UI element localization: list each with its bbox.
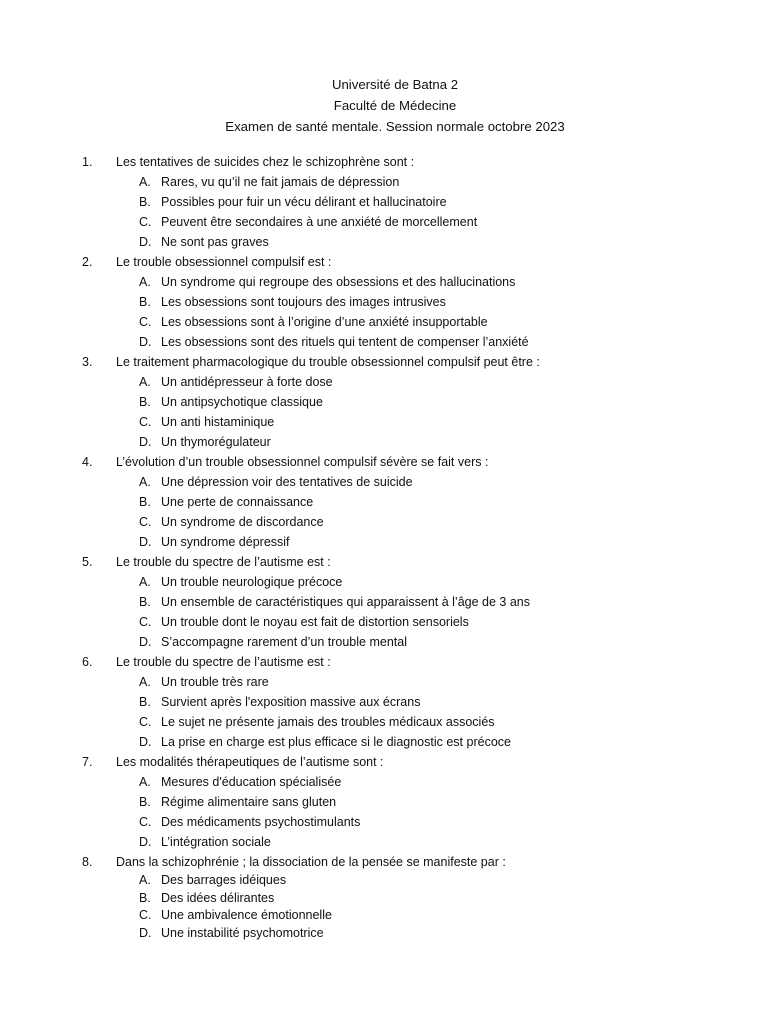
question-1 <box>0 152 768 252</box>
option-d <box>0 832 768 852</box>
option-a <box>0 672 768 692</box>
question-number: 2. <box>82 255 93 269</box>
option-d <box>0 232 768 252</box>
option-text: Un thymorégulateur <box>161 435 271 449</box>
option-c <box>0 812 768 832</box>
option-text: Mesures d'éducation spécialisée <box>161 775 342 789</box>
exam-title: Examen de santé mentale. Session normale octobre 2023 <box>225 119 565 134</box>
option-text: Un syndrome dépressif <box>161 535 290 549</box>
option-letter: B. <box>139 795 151 809</box>
option-text: S’accompagne rarement d’un trouble mental <box>161 635 407 649</box>
option-letter: A. <box>139 575 151 589</box>
option-letter: A. <box>139 675 151 689</box>
option-letter: A. <box>139 475 151 489</box>
option-c <box>0 612 768 632</box>
option-c <box>0 712 768 732</box>
question-number: 5. <box>82 555 93 569</box>
option-c <box>0 512 768 532</box>
option-text: Les obsessions sont des rituels qui tentent de compenser l’anxiété <box>161 335 529 349</box>
option-b <box>0 492 768 512</box>
option-letter: C. <box>139 215 152 229</box>
option-text: Les obsessions sont à l’origine d’une anxiété insupportable <box>161 315 488 329</box>
option-letter: B. <box>139 295 151 309</box>
option-letter: C. <box>139 415 152 429</box>
option-text: Un antipsychotique classique <box>161 395 323 409</box>
option-text: Des barrages idéiques <box>161 873 287 887</box>
option-b <box>0 392 768 412</box>
option-letter: D. <box>139 925 152 940</box>
option-b <box>0 792 768 812</box>
question-2 <box>0 252 768 352</box>
option-letter: B. <box>139 695 151 709</box>
question-3 <box>0 352 768 452</box>
option-text: Une ambivalence émotionnelle <box>161 908 332 922</box>
question-5 <box>0 552 768 652</box>
option-letter: A. <box>139 873 151 887</box>
option-letter: B. <box>139 395 151 409</box>
question-number: 1. <box>82 155 93 169</box>
option-text: Un trouble neurologique précoce <box>161 575 343 589</box>
option-letter: B. <box>139 195 151 209</box>
option-text: Une instabilité psychomotrice <box>161 925 324 940</box>
option-b <box>0 292 768 312</box>
option-text: L’intégration sociale <box>161 835 271 849</box>
option-letter: D. <box>139 535 152 549</box>
option-letter: B. <box>139 595 151 609</box>
option-text: Un syndrome de discordance <box>161 515 324 529</box>
question-text: Dans la schizophrénie ; la dissociation de la pensée se manifeste par : <box>116 855 506 869</box>
option-letter: D. <box>139 735 152 749</box>
option-letter: C. <box>139 615 152 629</box>
question-text: Le trouble du spectre de l’autisme est : <box>116 655 331 669</box>
option-text: Rares, vu qu’il ne fait jamais de dépression <box>161 175 400 189</box>
option-letter: A. <box>139 775 151 789</box>
option-letter: C. <box>139 815 152 829</box>
option-text: Une dépression voir des tentatives de suicide <box>161 475 413 489</box>
option-letter: C. <box>139 315 152 329</box>
option-letter: A. <box>139 375 151 389</box>
question-6 <box>0 652 768 752</box>
option-text: Les obsessions sont toujours des images intrusives <box>161 295 446 309</box>
option-letter: D. <box>139 235 152 249</box>
option-text: La prise en charge est plus efficace si le diagnostic est précoce <box>161 735 511 749</box>
option-d <box>0 925 768 943</box>
option-a <box>0 272 768 292</box>
option-text: Des idées délirantes <box>161 890 275 905</box>
question-list <box>0 152 768 942</box>
option-letter: C. <box>139 715 152 729</box>
university-name: Université de Batna 2 <box>331 77 459 92</box>
question-text: Les tentatives de suicides chez le schizophrène sont : <box>116 155 415 169</box>
option-b <box>0 592 768 612</box>
option-text: Survient après l'exposition massive aux écrans <box>161 695 421 709</box>
question-4 <box>0 452 768 552</box>
option-letter: D. <box>139 635 152 649</box>
option-letter: C. <box>139 908 152 922</box>
option-text: Un anti histaminique <box>161 415 275 429</box>
option-a <box>0 172 768 192</box>
question-number: 8. <box>82 855 93 869</box>
option-text: Un antidépresseur à forte dose <box>161 375 333 389</box>
question-7 <box>0 752 768 852</box>
option-text: Un ensemble de caractéristiques qui apparaissent à l’âge de 3 ans <box>161 595 530 609</box>
option-b <box>0 890 768 908</box>
option-b <box>0 692 768 712</box>
option-text: Peuvent être secondaires à une anxiété de morcellement <box>161 215 478 229</box>
option-text: Un trouble très rare <box>161 675 269 689</box>
option-d <box>0 732 768 752</box>
question-text: Les modalités thérapeutiques de l’autisme sont : <box>116 755 384 769</box>
option-letter: D. <box>139 835 152 849</box>
option-a <box>0 572 768 592</box>
option-text: Le sujet ne présente jamais des troubles médicaux associés <box>161 715 495 729</box>
option-a <box>0 472 768 492</box>
option-d <box>0 632 768 652</box>
option-a <box>0 372 768 392</box>
option-letter: B. <box>139 495 151 509</box>
option-d <box>0 432 768 452</box>
question-text: Le trouble du spectre de l’autisme est : <box>116 555 331 569</box>
option-c <box>0 907 768 925</box>
option-d <box>0 332 768 352</box>
faculty-name: Faculté de Médecine <box>333 98 457 113</box>
option-b <box>0 192 768 212</box>
option-c <box>0 212 768 232</box>
question-number: 7. <box>82 755 93 769</box>
question-text: L’évolution d’un trouble obsessionnel compulsif sévère se fait vers : <box>116 455 489 469</box>
question-number: 3. <box>82 355 93 369</box>
option-letter: D. <box>139 335 152 349</box>
option-letter: D. <box>139 435 152 449</box>
option-text: Une perte de connaissance <box>161 495 314 509</box>
option-letter: A. <box>139 175 151 189</box>
option-d <box>0 532 768 552</box>
option-letter: B. <box>139 890 151 905</box>
option-text: Un syndrome qui regroupe des obsessions et des hallucinations <box>161 275 516 289</box>
option-letter: A. <box>139 275 151 289</box>
question-text: Le trouble obsessionnel compulsif est : <box>116 255 332 269</box>
question-text: Le traitement pharmacologique du trouble obsessionnel compulsif peut être : <box>116 355 540 369</box>
option-text: Des médicaments psychostimulants <box>161 815 361 829</box>
option-text: Ne sont pas graves <box>161 235 269 249</box>
question-number: 6. <box>82 655 93 669</box>
option-c <box>0 412 768 432</box>
option-a <box>0 872 768 890</box>
option-a <box>0 772 768 792</box>
exam-header <box>0 74 768 137</box>
option-c <box>0 312 768 332</box>
option-text: Régime alimentaire sans gluten <box>161 795 337 809</box>
option-text: Possibles pour fuir un vécu délirant et hallucinatoire <box>161 195 447 209</box>
question-8 <box>0 852 768 942</box>
option-text: Un trouble dont le noyau est fait de distortion sensoriels <box>161 615 469 629</box>
option-letter: C. <box>139 515 152 529</box>
question-number: 4. <box>82 455 93 469</box>
